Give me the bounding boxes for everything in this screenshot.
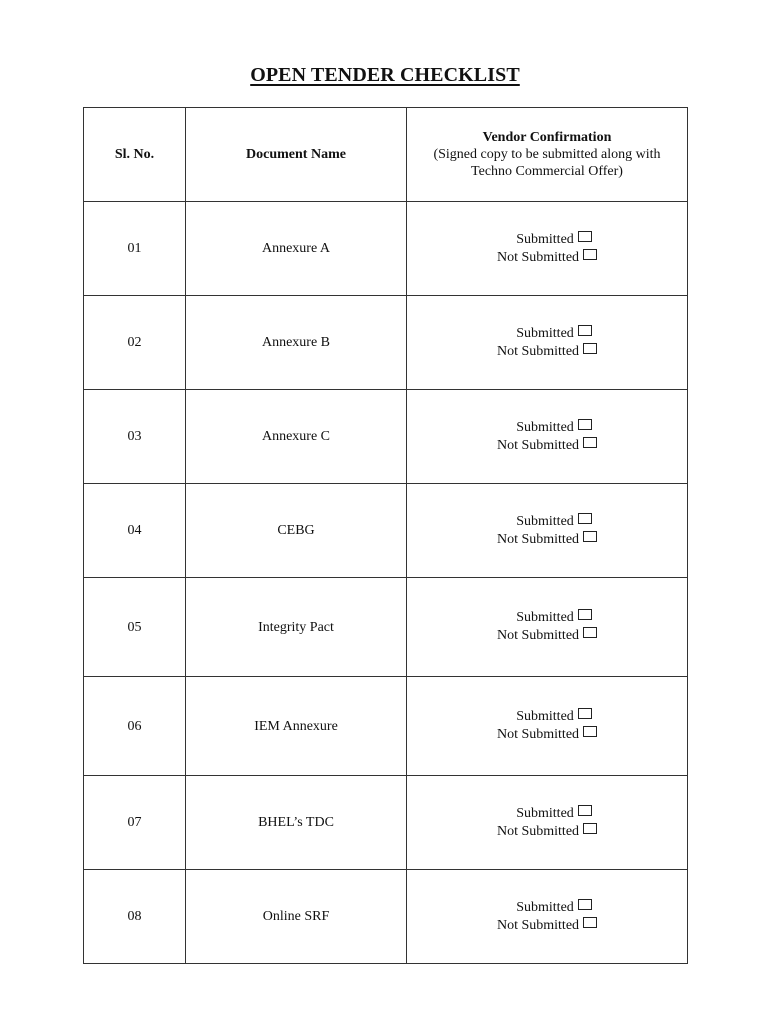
row-document-name: Annexure C — [186, 390, 407, 484]
not-submitted-checkbox[interactable] — [583, 627, 597, 638]
submitted-checkbox[interactable] — [578, 419, 592, 430]
submitted-label: Submitted — [516, 231, 574, 247]
not-submitted-option[interactable] — [407, 531, 687, 549]
not-submitted-label: Not Submitted — [496, 343, 580, 359]
checklist-table — [83, 107, 688, 964]
row-vendor-confirmation — [407, 484, 688, 578]
row-document-name: CEBG — [186, 484, 407, 578]
row-document-name: Annexure B — [186, 296, 407, 390]
not-submitted-checkbox[interactable] — [583, 531, 597, 542]
submitted-checkbox[interactable] — [578, 609, 592, 620]
not-submitted-checkbox[interactable] — [583, 437, 597, 448]
not-submitted-checkbox[interactable] — [583, 917, 597, 928]
not-submitted-checkbox[interactable] — [583, 343, 597, 354]
not-submitted-option[interactable] — [407, 437, 687, 455]
header-vendor-confirmation-note-line2: Techno Commercial Offer) — [471, 164, 623, 179]
row-sl-no: 02 — [84, 296, 186, 390]
submitted-checkbox[interactable] — [578, 899, 592, 910]
table-row — [84, 484, 688, 578]
row-document-name: Integrity Pact — [186, 578, 407, 677]
submitted-label: Submitted — [516, 899, 574, 915]
row-vendor-confirmation — [407, 390, 688, 484]
row-document-name: Annexure A — [186, 202, 407, 296]
table-header-row — [84, 108, 688, 202]
row-vendor-confirmation — [407, 677, 688, 776]
not-submitted-label: Not Submitted — [496, 531, 580, 547]
submitted-option[interactable] — [407, 325, 687, 343]
row-sl-no: 08 — [84, 870, 186, 964]
table-row — [84, 296, 688, 390]
submitted-option[interactable] — [407, 609, 687, 627]
submitted-option[interactable] — [407, 899, 687, 917]
row-document-name: IEM Annexure — [186, 677, 407, 776]
table-row — [84, 390, 688, 484]
page-title: OPEN TENDER CHECKLIST — [250, 64, 520, 86]
not-submitted-option[interactable] — [407, 343, 687, 361]
not-submitted-checkbox[interactable] — [583, 823, 597, 834]
row-sl-no: 06 — [84, 677, 186, 776]
row-vendor-confirmation — [407, 578, 688, 677]
not-submitted-label: Not Submitted — [496, 917, 580, 933]
not-submitted-option[interactable] — [407, 823, 687, 841]
not-submitted-option[interactable] — [407, 627, 687, 645]
submitted-checkbox[interactable] — [578, 231, 592, 242]
submitted-label: Submitted — [516, 805, 574, 821]
submitted-checkbox[interactable] — [578, 805, 592, 816]
submitted-option[interactable] — [407, 419, 687, 437]
not-submitted-label: Not Submitted — [496, 823, 580, 839]
not-submitted-option[interactable] — [407, 726, 687, 744]
submitted-label: Submitted — [516, 709, 574, 724]
table-row — [84, 870, 688, 964]
not-submitted-label: Not Submitted — [496, 628, 580, 643]
row-vendor-confirmation — [407, 776, 688, 870]
not-submitted-option[interactable] — [407, 917, 687, 935]
header-sl-no: Sl. No. — [84, 108, 186, 202]
row-sl-no: 04 — [84, 484, 186, 578]
submitted-option[interactable] — [407, 231, 687, 249]
table-row — [84, 578, 688, 677]
submitted-checkbox[interactable] — [578, 325, 592, 336]
header-vendor-confirmation-label: Vendor Confirmation — [482, 130, 612, 145]
row-sl-no: 07 — [84, 776, 186, 870]
not-submitted-label: Not Submitted — [496, 727, 580, 742]
not-submitted-label: Not Submitted — [496, 249, 580, 265]
submitted-option[interactable] — [407, 513, 687, 531]
row-sl-no: 03 — [84, 390, 186, 484]
not-submitted-option[interactable] — [407, 249, 687, 267]
submitted-checkbox[interactable] — [578, 708, 592, 719]
row-sl-no: 01 — [84, 202, 186, 296]
table-row — [84, 677, 688, 776]
submitted-label: Submitted — [516, 513, 574, 529]
row-document-name: Online SRF — [186, 870, 407, 964]
row-vendor-confirmation — [407, 870, 688, 964]
submitted-label: Submitted — [516, 419, 574, 435]
table-row — [84, 202, 688, 296]
row-vendor-confirmation — [407, 202, 688, 296]
not-submitted-label: Not Submitted — [496, 437, 580, 453]
row-sl-no: 05 — [84, 578, 186, 677]
submitted-label: Submitted — [516, 610, 574, 625]
header-vendor-confirmation-note-line1: (Signed copy to be submitted along with — [433, 147, 661, 162]
row-document-name: BHEL’s TDC — [186, 776, 407, 870]
submitted-option[interactable] — [407, 708, 687, 726]
not-submitted-checkbox[interactable] — [583, 726, 597, 737]
row-vendor-confirmation — [407, 296, 688, 390]
submitted-option[interactable] — [407, 805, 687, 823]
table-row — [84, 776, 688, 870]
header-document-name: Document Name — [186, 108, 407, 202]
submitted-checkbox[interactable] — [578, 513, 592, 524]
header-vendor-confirmation — [407, 108, 688, 202]
not-submitted-checkbox[interactable] — [583, 249, 597, 260]
submitted-label: Submitted — [516, 325, 574, 341]
